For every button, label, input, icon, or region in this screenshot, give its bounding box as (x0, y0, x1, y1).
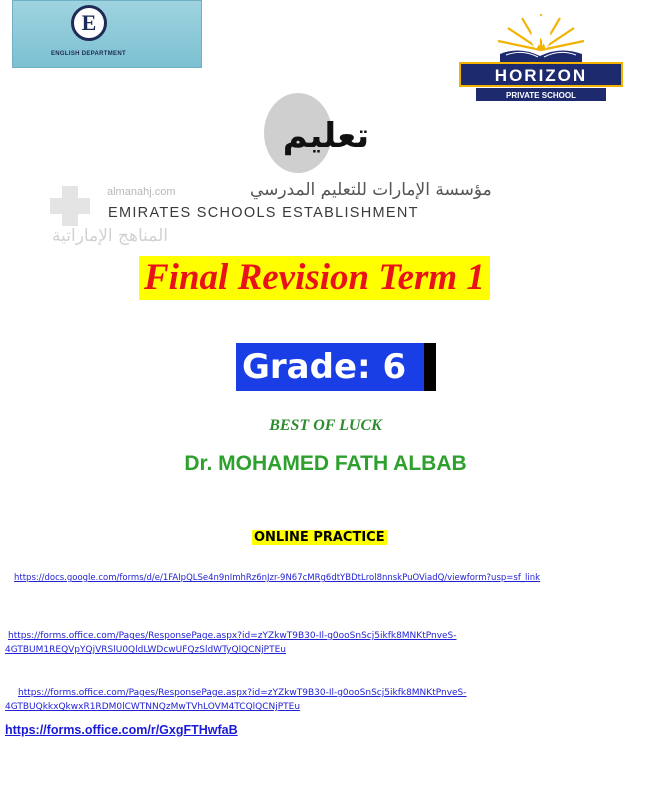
english-department-emblem: E (71, 5, 107, 41)
document-title: Final Revision Term 1 (139, 256, 490, 300)
office-form-link-2-line-2[interactable]: 4GTBUQkkxQkwxR1RDM0lCWTNNQzMwTVhLOVM4TCQlQCNjPTEu (5, 702, 301, 712)
best-of-luck: BEST OF LUCK (269, 417, 382, 434)
office-short-link[interactable]: https://forms.office.com/r/GxgFTHwfaB (5, 723, 238, 737)
grade-label: Grade: 6 (236, 343, 436, 391)
office-form-link-1-line-2[interactable]: 4GTBUM1REQVpYQjVRSlU0QldLWDcwUFQzSldWTyQlQCNjPTEu (5, 645, 286, 655)
horizon-name: HORIZON (494, 66, 588, 85)
office-form-link-1-line-1[interactable]: https://forms.office.com/Pages/ResponsePage.aspx?id=zYZkwT9B30-Il-g0ooSnScj5ikfk8MNKtPnveS- (8, 631, 457, 641)
watermark-arabic: المناهج الإماراتية (52, 226, 168, 246)
ese-english-name: EMIRATES SCHOOLS ESTABLISHMENT (108, 205, 419, 221)
horizon-school-logo (458, 8, 624, 108)
watermark-site: almanahj.com (107, 186, 176, 198)
author-name: Dr. MOHAMED FATH ALBAB (184, 452, 467, 475)
book-icon (500, 50, 582, 64)
taleem-mark: تعليم (282, 116, 370, 156)
english-department-logo (12, 0, 202, 68)
online-practice-heading: ONLINE PRACTICE (254, 530, 385, 545)
office-form-link-2-line-1[interactable]: https://forms.office.com/Pages/ResponsePage.aspx?id=zYZkwT9B30-Il-g0ooSnScj5ikfk8MNKtPnveS- (18, 688, 467, 698)
google-form-link[interactable]: https://docs.google.com/forms/d/e/1FAIpQLSe4n9nImhRz6nJzr-9N67cMRg6dtYBDtLrol8nnskPuOViadQ/viewform?usp=sf_link (14, 573, 541, 583)
ese-arabic-name: مؤسسة الإمارات للتعليم المدرسي (250, 180, 492, 200)
emirates-schools-logo (232, 85, 372, 185)
horizon-subtitle: PRIVATE SCHOOL (506, 91, 576, 100)
english-department-label: ENGLISH DEPARTMENT (51, 51, 126, 57)
watermark-cross-icon (48, 184, 94, 228)
